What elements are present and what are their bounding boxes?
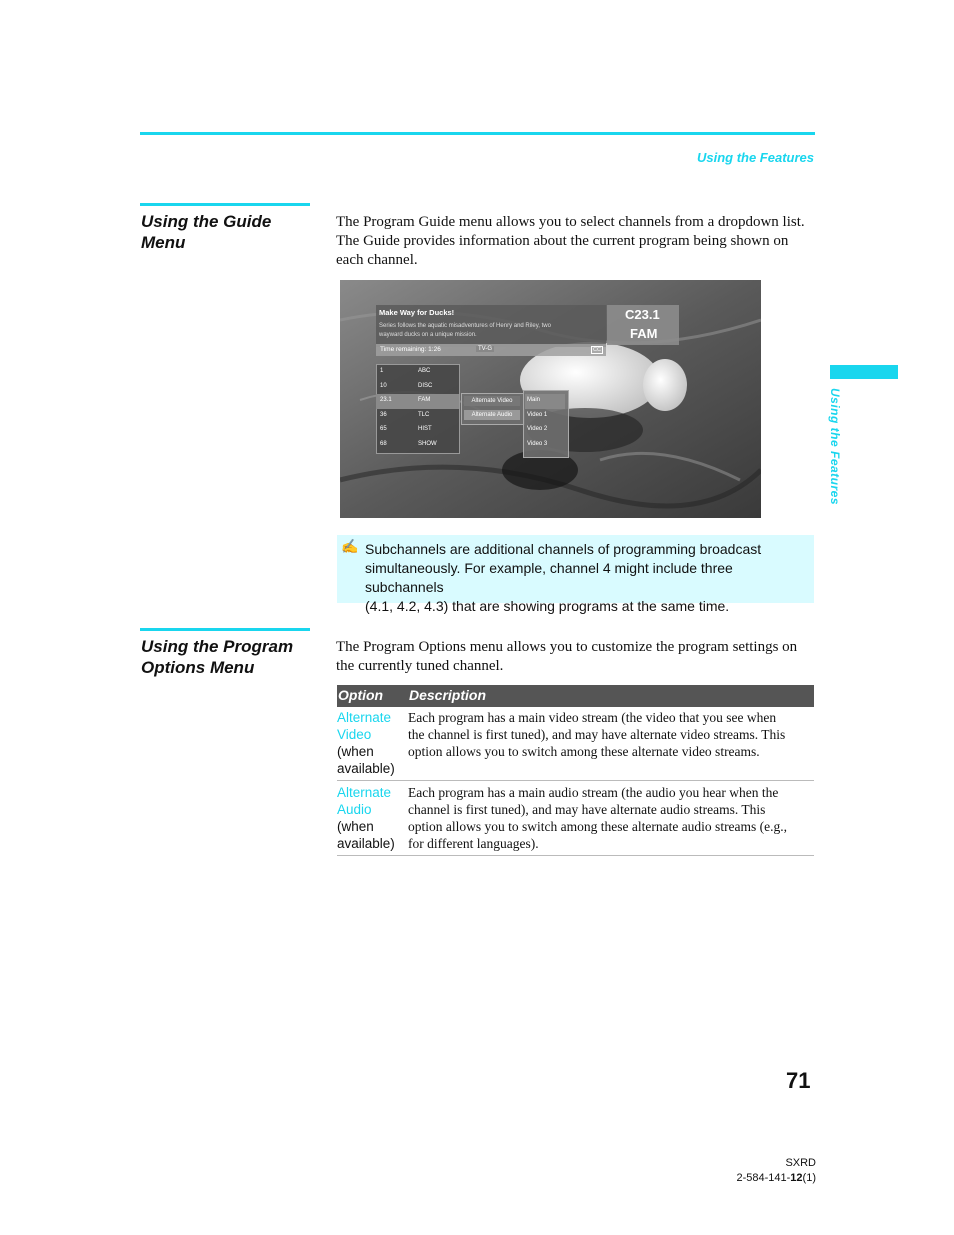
alternate-audio-link[interactable]: Alternate [337, 785, 392, 800]
section2-rule [140, 628, 310, 631]
channel-name: FAM [630, 326, 658, 341]
channel-row-name: FAM [418, 397, 431, 403]
note-text [365, 540, 811, 616]
option-note-line2: available) [337, 836, 395, 851]
note-line2: simultaneously. For example, channel 4 might include three subchannels [365, 560, 733, 595]
channel-row[interactable] [376, 380, 459, 395]
option-cell [337, 784, 405, 852]
section1-title-line2: Menu [141, 233, 186, 252]
section2-title-line2: Options Menu [141, 658, 255, 677]
description-cell [408, 709, 813, 760]
footer-code-bold: 12 [790, 1172, 803, 1184]
header-option: Option [338, 687, 384, 703]
section2-paragraph-line2: the currently tuned channel. [336, 658, 504, 674]
channel-row[interactable] [376, 423, 459, 438]
channel-row-number: 65 [380, 426, 387, 432]
desc-line: Each program has a main audio stream (the audio you hear when the [408, 785, 779, 800]
desc-line: option allows you to switch among these alternate audio streams (e.g., [408, 819, 788, 834]
option-alternate-audio[interactable]: Alternate Audio [464, 410, 520, 420]
channel-row[interactable] [376, 365, 459, 380]
section2-paragraph [336, 638, 816, 676]
alternate-video-link-line2[interactable]: Video [337, 727, 372, 742]
alternate-audio-link-line2[interactable]: Audio [337, 802, 372, 817]
channel-row-number: 1 [380, 368, 384, 374]
options-table [337, 685, 814, 856]
cc-icon: CC [593, 347, 601, 353]
channel-row-number: 10 [380, 382, 387, 389]
description-cell [408, 784, 813, 852]
tv-guide-screenshot [340, 280, 761, 518]
option-note-line2: available) [337, 761, 395, 776]
side-tab [830, 365, 898, 379]
section1-title-line1: Using the Guide [141, 212, 272, 231]
channel-row[interactable] [376, 394, 459, 409]
desc-line: option allows you to switch among these alternate video streams. [408, 744, 760, 759]
note-line1: Subchannels are additional channels of programming broadcast [365, 541, 762, 557]
channel-row-number: 68 [380, 440, 387, 447]
section2-paragraph-line1: The Program Options menu allows you to customize the program settings on [336, 639, 798, 655]
footer-code-suffix: (1) [802, 1172, 816, 1184]
footer-model: SXRD [785, 1157, 816, 1169]
footer-code-prefix: 2-584-141- [736, 1172, 791, 1184]
footer-code [736, 1172, 816, 1184]
channel-row-number: 36 [380, 411, 387, 418]
rating-badge: TV-G [478, 346, 493, 352]
option-note: (when [337, 819, 374, 834]
video-choice-item[interactable]: Video 1 [527, 411, 548, 418]
channel-row-name: TLC [418, 411, 430, 418]
section2-title-line1: Using the Program [141, 637, 294, 656]
channel-row-name: SHOW [418, 440, 437, 447]
table-header [337, 685, 814, 707]
program-title: Make Way for Ducks! [379, 308, 455, 317]
running-head: Using the Features [696, 150, 814, 165]
option-note: (when [337, 744, 374, 759]
desc-line: the channel is first tuned), and may have alternate video streams. This [408, 727, 786, 742]
section1-title [141, 211, 271, 253]
table-row [337, 707, 814, 781]
channel-row-number: 23.1 [380, 397, 392, 403]
note-line3: (4.1, 4.2, 4.3) that are showing programs at the same time. [365, 598, 730, 614]
program-description [379, 322, 551, 340]
program-desc-line1: Series follows the aquatic misadventures of Henry and Riley, two [379, 323, 551, 329]
header-description: Description [409, 687, 487, 703]
option-cell [337, 709, 405, 777]
section1-paragraph: The Program Guide menu allows you to select channels from a dropdown list. The Guide provides information about the current program being shown on each channel. [336, 214, 805, 268]
video-choice-item[interactable]: Video 2 [527, 426, 548, 432]
program-desc-line2: wayward ducks on a unique mission. [379, 332, 477, 338]
side-tab-label: Using the Features [828, 388, 842, 506]
alternate-video-link[interactable]: Alternate [337, 710, 392, 725]
desc-line: channel is first tuned), and may have alternate audio streams. This [408, 802, 766, 817]
page-number: 71 [786, 1068, 811, 1093]
channel-row-name: HIST [418, 426, 432, 432]
time-remaining: Time remaining: 1:26 [380, 346, 441, 353]
channel-number: C23.1 [625, 307, 660, 322]
video-choice-rows [525, 394, 565, 452]
header-rule [140, 132, 815, 135]
channel-row-name: DISC [418, 382, 433, 389]
pencil-note-icon: ✍ [341, 540, 359, 555]
section2-title [141, 636, 293, 678]
desc-line: for different languages). [408, 836, 539, 851]
option-alternate-video[interactable]: Alternate Video [464, 396, 520, 406]
channel-row-name: ABC [418, 368, 431, 374]
channel-row[interactable] [376, 409, 459, 424]
section1-rule [140, 203, 310, 206]
video-choice-item[interactable]: Main [525, 394, 565, 409]
table-row [337, 781, 814, 856]
channel-row[interactable] [376, 438, 459, 453]
video-choice-item[interactable]: Video 3 [527, 440, 548, 447]
channel-list-rows [376, 365, 459, 452]
desc-line: Each program has a main video stream (the video that you see when [408, 710, 777, 725]
